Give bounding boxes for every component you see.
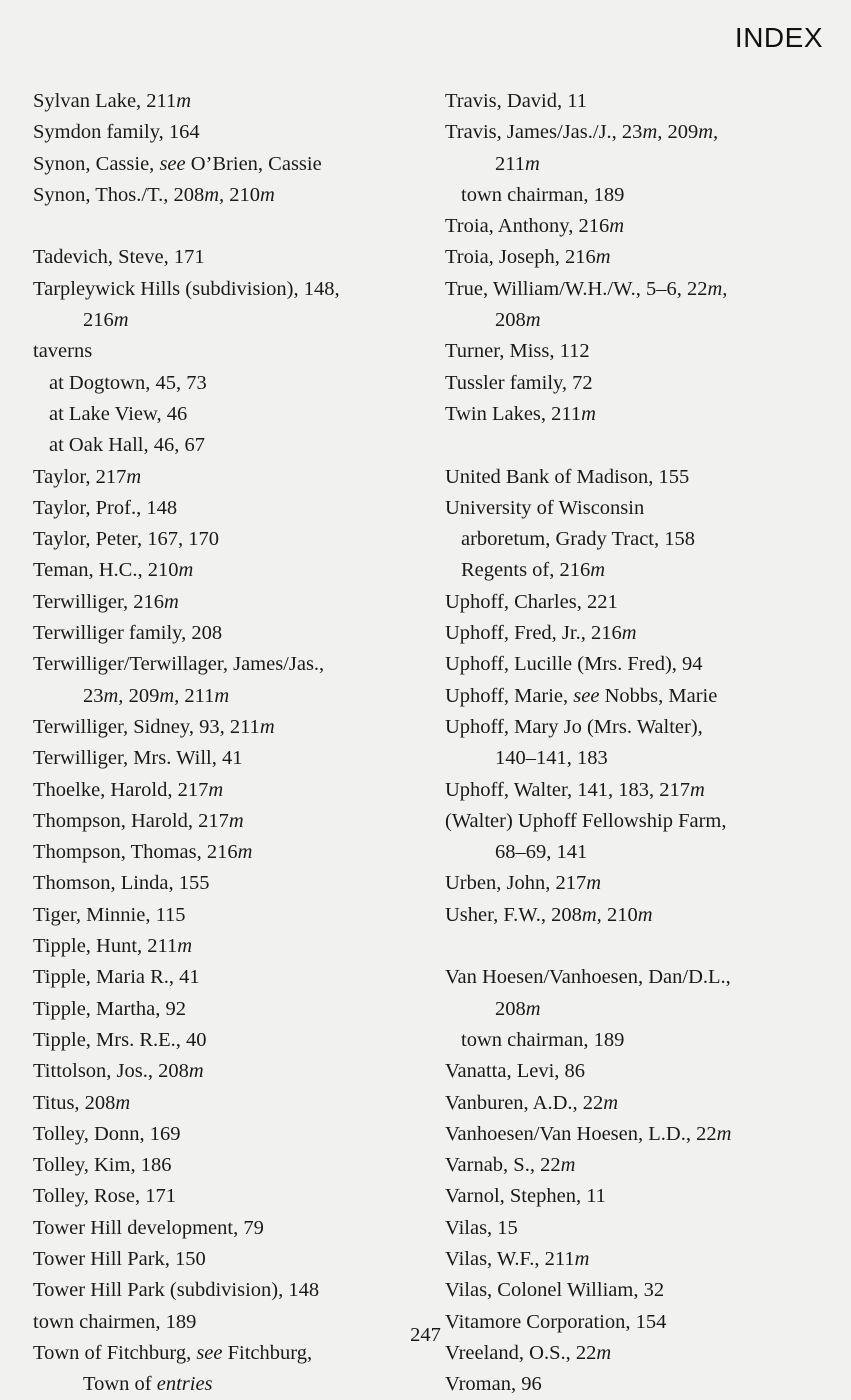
index-entry: Varnab, S., 22m (445, 1154, 576, 1177)
index-entry: Vanburen, A.D., 22m (445, 1091, 619, 1114)
page-header-title: INDEX (734, 22, 823, 53)
index-column-left (33, 86, 423, 1400)
index-entry: Synon, Thos./T., 208m, 210m (33, 183, 275, 206)
index-entry: Taylor, Peter, 167, 170 (33, 528, 219, 551)
index-entry: Tolley, Rose, 171 (33, 1185, 176, 1208)
index-entry: University of Wisconsin (445, 496, 645, 519)
index-entry: Troia, Anthony, 216m (445, 215, 625, 238)
index-entry: Tarpleywick Hills (subdivision), 148, (33, 277, 340, 300)
index-entry: Uphoff, Lucille (Mrs. Fred), 94 (445, 653, 703, 676)
index-entry: True, William/W.H./W., 5–6, 22m, (445, 277, 728, 300)
index-entry: Vanatta, Levi, 86 (445, 1060, 586, 1083)
index-entry: Taylor, Prof., 148 (33, 496, 178, 519)
index-entry: Uphoff, Mary Jo (Mrs. Walter), (445, 715, 703, 738)
index-entry: Urben, John, 217m (445, 872, 602, 895)
index-entry: Thomson, Linda, 155 (33, 872, 210, 895)
index-entry: Vitamore Corporation, 154 (445, 1310, 667, 1333)
index-subentry: Regents of, 216m (461, 559, 606, 582)
index-subentry: at Dogtown, 45, 73 (49, 371, 207, 394)
index-entry: Tipple, Maria R., 41 (33, 966, 200, 989)
index-entry: Thoelke, Harold, 217m (33, 778, 224, 801)
index-entry: Tussler family, 72 (445, 371, 593, 394)
index-entry: United Bank of Madison, 155 (445, 465, 690, 488)
index-entry: Tittolson, Jos., 208m (33, 1060, 204, 1083)
index-entry: Synon, Cassie, see O’Brien, Cassie (33, 152, 322, 175)
index-subentry: 140–141, 183 (495, 747, 608, 770)
index-subentry: arboretum, Grady Tract, 158 (461, 528, 695, 551)
index-entry: Tipple, Mrs. R.E., 40 (33, 1028, 207, 1051)
index-entry: Vilas, Colonel William, 32 (445, 1279, 665, 1302)
index-subentry: 208m (495, 997, 541, 1020)
index-entry: Van Hoesen/Vanhoesen, Dan/D.L., (445, 966, 731, 989)
index-entry: Terwilliger, Mrs. Will, 41 (33, 747, 243, 770)
index-entry: Terwilliger, 216m (33, 590, 179, 613)
index-entry: Vroman, 96 (445, 1373, 542, 1396)
index-entry: Vilas, 15 (445, 1216, 518, 1239)
index-entry: Uphoff, Charles, 221 (445, 590, 618, 613)
index-entry: Thompson, Thomas, 216m (33, 841, 253, 864)
index-subentry: 216m (83, 309, 129, 332)
index-entry: Teman, H.C., 210m (33, 559, 194, 582)
index-entry: Tadevich, Steve, 171 (33, 246, 205, 269)
index-entry: Taylor, 217m (33, 465, 142, 488)
index-entry: Travis, David, 11 (445, 90, 587, 112)
index-entry: Troia, Joseph, 216m (445, 246, 611, 269)
index-entry: Turner, Miss, 112 (445, 340, 590, 363)
index-section-gap (33, 211, 423, 242)
index-entry: Travis, James/Jas./J., 23m, 209m, (445, 121, 719, 144)
index-entry: Vanhoesen/Van Hoesen, L.D., 22m (445, 1122, 732, 1145)
index-entry: Tipple, Martha, 92 (33, 997, 186, 1020)
index-entry: Tolley, Kim, 186 (33, 1154, 172, 1177)
index-entry: Uphoff, Marie, see Nobbs, Marie (445, 684, 718, 707)
index-section-gap (445, 430, 835, 461)
index-entry: taverns (33, 340, 93, 363)
index-subentry: 208m (495, 309, 541, 332)
index-entry: Tower Hill Park, 150 (33, 1247, 206, 1270)
index-subentry: 211m (495, 152, 540, 175)
index-section-gap (445, 931, 835, 962)
index-entry: Usher, F.W., 208m, 210m (445, 903, 653, 926)
index-entry: Titus, 208m (33, 1091, 131, 1114)
index-entry: Varnol, Stephen, 11 (445, 1185, 606, 1208)
index-entry: Vilas, W.F., 211m (445, 1247, 590, 1270)
index-entry: Tower Hill Park (subdivision), 148 (33, 1279, 320, 1302)
index-subentry: 68–69, 141 (495, 841, 588, 864)
index-entry: town chairmen, 189 (33, 1310, 197, 1333)
index-subentry: Town of entries (83, 1373, 213, 1396)
index-entry: Uphoff, Walter, 141, 183, 217m (445, 778, 705, 801)
index-column-right (445, 86, 835, 1400)
index-subentry: town chairman, 189 (461, 183, 625, 206)
index-entry: Town of Fitchburg, see Fitchburg, (33, 1341, 313, 1364)
index-entry: Vreeland, O.S., 22m (445, 1341, 612, 1364)
index-entry: Twin Lakes, 211m (445, 402, 596, 425)
index-subentry: at Lake View, 46 (49, 402, 188, 425)
index-entry: Tolley, Donn, 169 (33, 1122, 181, 1145)
index-entry: Terwilliger/Terwillager, James/Jas., (33, 653, 325, 676)
index-subentry: town chairman, 189 (461, 1028, 625, 1051)
index-entry: Tower Hill development, 79 (33, 1216, 264, 1239)
index-entry: Tiger, Minnie, 115 (33, 903, 186, 926)
index-entry: Terwilliger, Sidney, 93, 211m (33, 715, 275, 738)
index-entry: Thompson, Harold, 217m (33, 809, 244, 832)
index-entry: Sylvan Lake, 211m (33, 90, 192, 112)
index-subentry: 23m, 209m, 211m (83, 684, 230, 707)
index-entry: Symdon family, 164 (33, 121, 200, 144)
index-subentry: at Oak Hall, 46, 67 (49, 434, 205, 457)
index-entry: (Walter) Uphoff Fellowship Farm, (445, 809, 727, 832)
page-number: 247 (410, 1324, 441, 1346)
index-entry: Uphoff, Fred, Jr., 216m (445, 622, 637, 645)
index-entry: Terwilliger family, 208 (33, 622, 223, 645)
index-entry: Tipple, Hunt, 211m (33, 935, 193, 958)
